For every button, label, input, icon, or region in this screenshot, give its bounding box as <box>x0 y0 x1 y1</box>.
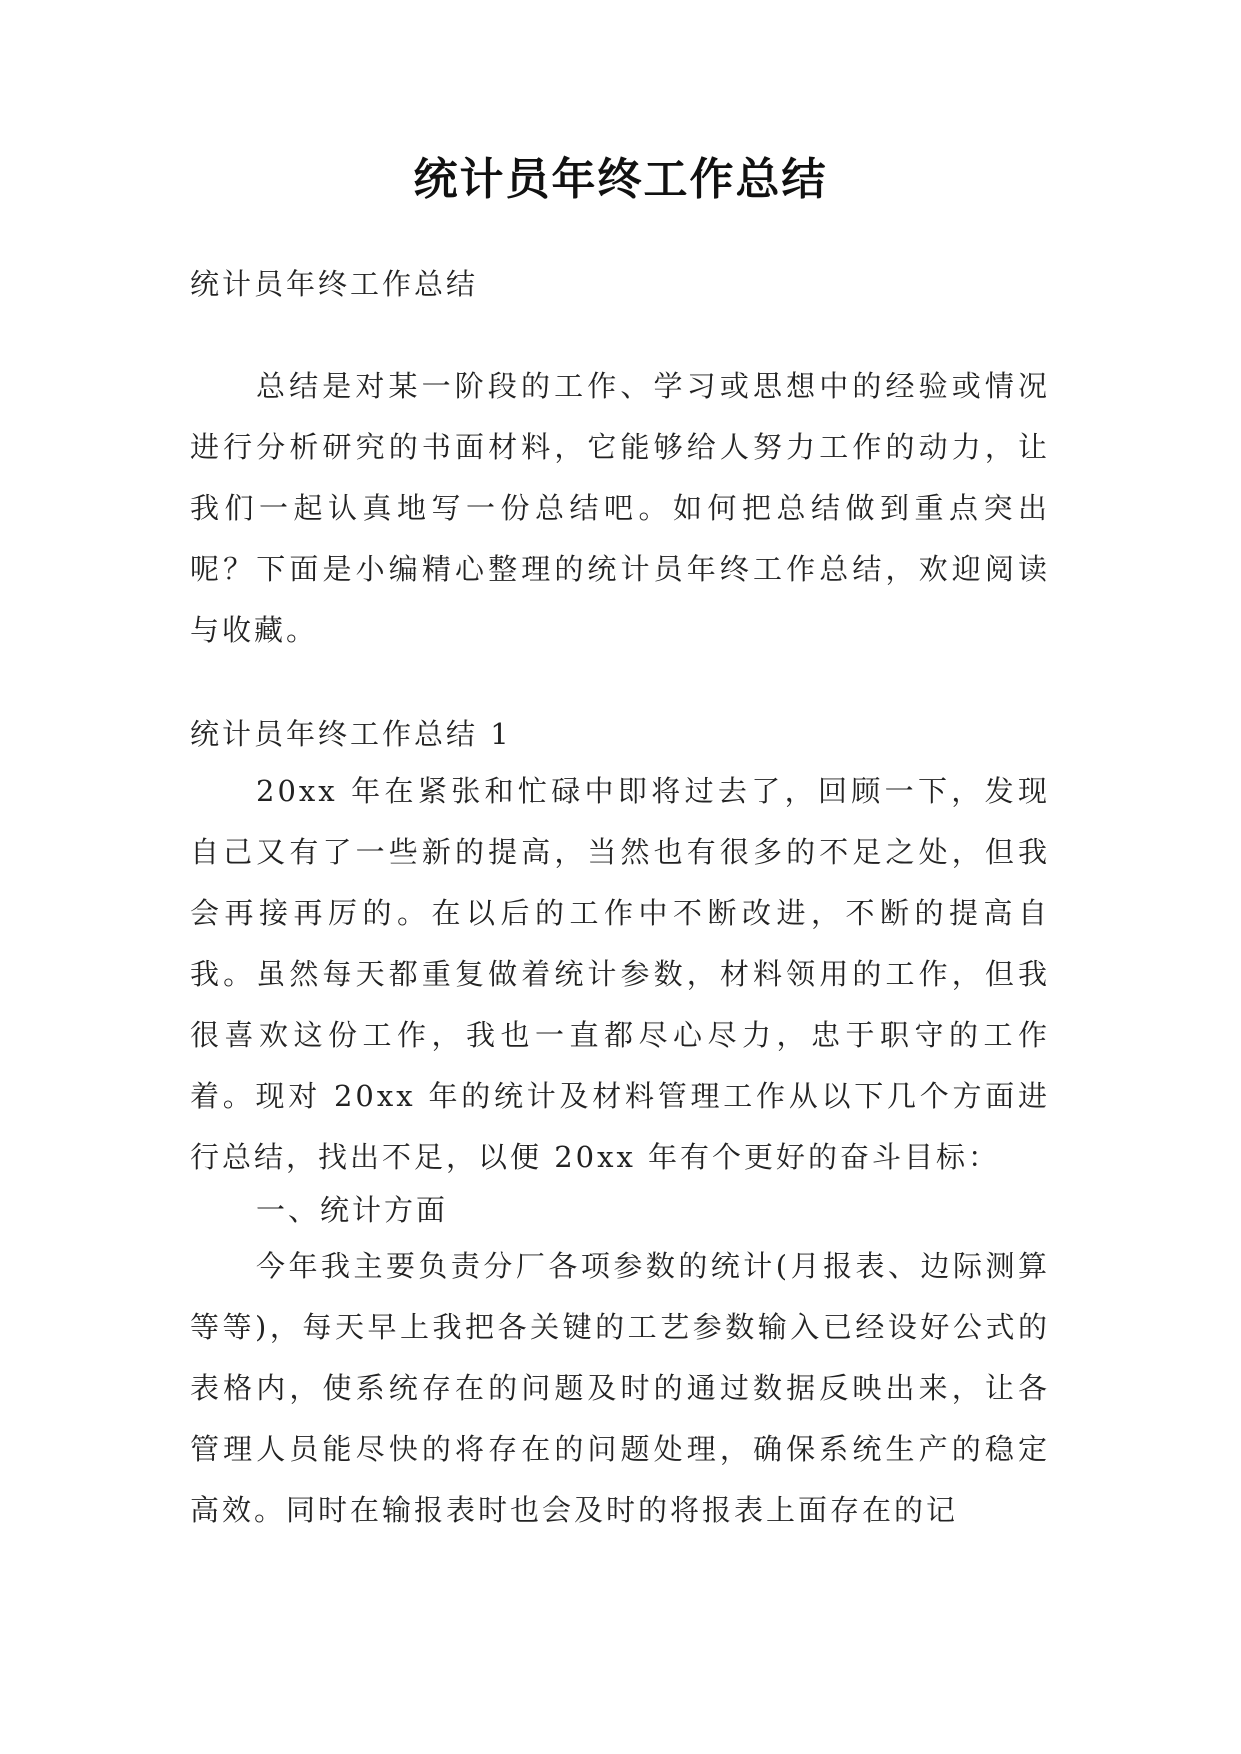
statistics-heading: 一、统计方面 <box>256 1193 449 1227</box>
section-1-heading: 统计员年终工作总结 1 <box>190 717 512 751</box>
document-title: 统计员年终工作总结 <box>413 154 828 205</box>
document-subtitle: 统计员年终工作总结 <box>190 267 479 301</box>
intro-paragraph: 总结是对某一阶段的工作、学习或思想中的经验或情况进行分析研究的书面材料，它能够给人努力工作的动力，让我们一起认真地写一份总结吧。如何把总结做到重点突出呢？下面是小编精心整理的统计员年终工作总结，欢迎阅读与收藏。 <box>190 369 1050 647</box>
section-1-paragraph: 20xx 年在紧张和忙碌中即将过去了，回顾一下，发现自己又有了一些新的提高，当然也有很多的不足之处，但我会再接再厉的。在以后的工作中不断改进，不断的提高自我。虽然每天都重复做着统计参数，材料领用的工作，但我很喜欢这份工作，我也一直都尽心尽力，忠于职守的工作着。现对 20xx 年的统计及材料管理工作从以下几个方面进行总结，找出不足，以便 20xx 年有个更好的奋斗目标： <box>190 774 1050 1174</box>
statistics-paragraph: 今年我主要负责分厂各项参数的统计(月报表、边际测算等等)，每天早上我把各关键的工艺参数输入已经设好公式的表格内，使系统存在的问题及时的通过数据反映出来，让各管理人员能尽快的将存在的问题处理，确保系统生产的稳定高效。同时在输报表时也会及时的将报表上面存在的记 <box>190 1249 1050 1527</box>
